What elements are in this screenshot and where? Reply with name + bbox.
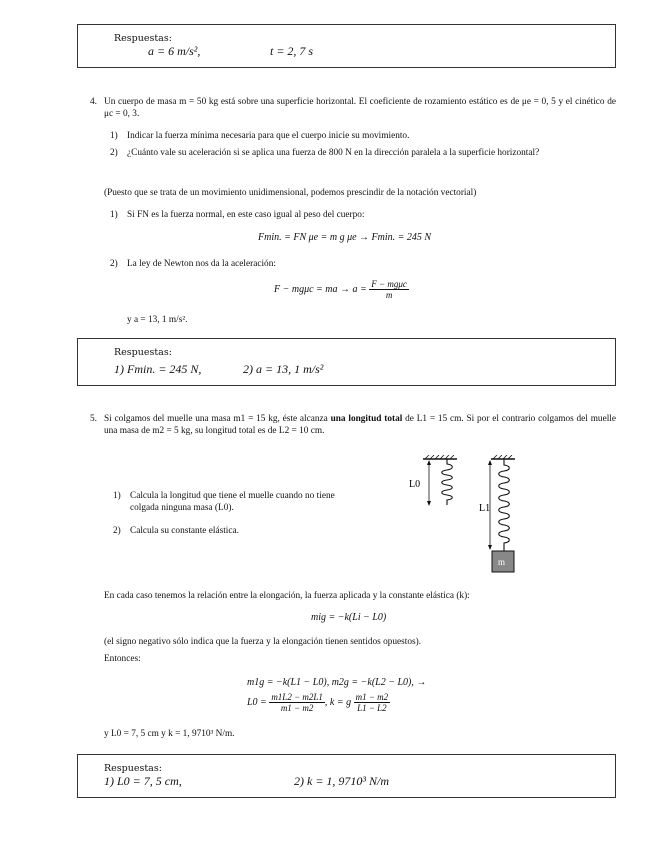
- answer-4-2: 2) a = 13, 1 m/s²: [243, 362, 324, 376]
- problem-4-number: 4.: [90, 97, 97, 107]
- p5-eq-sys: m1g = −k(L1 − L0), m2g = −k(L2 − L0), →: [247, 677, 427, 688]
- p4-eq2-left: F − mgμc = ma → a =: [274, 283, 370, 295]
- p5-text1: En cada caso tenemos la relación entre la elongación, la fuerza aplicada y la constante elástica (k):: [104, 591, 470, 601]
- answer-box-3: [77, 24, 616, 68]
- p4-eq1: Fmin. = FN μe = m g μe → Fmin. = 245 N: [258, 232, 432, 243]
- spring-figure: [405, 455, 515, 577]
- p5-q1-num: 1): [113, 491, 121, 501]
- p4-eq2-fraction: [369, 279, 409, 300]
- answer-label: Respuestas:: [114, 33, 172, 44]
- p5-intro-a: Si colgamos del muelle una masa m1 = 15 kg, éste alcanza: [104, 414, 331, 424]
- answer-box-4: [77, 338, 616, 386]
- p5-eq-main: mig = −k(Li − L0): [311, 612, 387, 623]
- p5-eq-L0-den: m1 − m2: [280, 703, 314, 713]
- p4-s1: Si FN es la fuerza normal, en este caso igual al peso del cuerpo:: [127, 210, 365, 220]
- p4-s1-num: 1): [110, 210, 118, 220]
- p4-q2: ¿Cuánto vale su aceleración si se aplica una fuerza de 800 N en la dirección paralela a la superficie horizontal?: [127, 148, 540, 158]
- p5-q2: Calcula su constante elástica.: [130, 526, 239, 536]
- p4-eq2-den: m: [385, 290, 393, 300]
- p5-eq-k: , k = g: [324, 696, 354, 708]
- problem-4-intro: Un cuerpo de masa m = 50 kg está sobre una superficie horizontal. El coeficiente de rozamiento estático es de μe = 0, 5 y el cinético de μc = 0, 3.: [104, 97, 616, 120]
- problem-5-number: 5.: [90, 414, 97, 424]
- fig-label-L0: L0: [409, 479, 421, 490]
- p5-q1: Calcula la longitud que tiene el muelle cuando no tiene colgada ninguna masa (L0).: [130, 491, 335, 514]
- p4-eq2-num: F − mgμc: [371, 279, 407, 289]
- answer-a: a = 6 m/s²,: [148, 44, 201, 58]
- p4-s2-num: 2): [110, 259, 118, 269]
- p4-s2: La ley de Newton nos da la aceleración:: [127, 259, 276, 269]
- p5-text2: (el signo negativo sólo indica que la fuerza y la elongación tienen sentidos opuestos).: [104, 637, 422, 647]
- p5-intro-b: de L1 = 15 cm. Si por el contrario colgamos del muelle una masa de m2 = 5 kg, su longitud total es de L2 = 10 cm.: [104, 414, 616, 437]
- fig-label-m: m: [498, 557, 506, 567]
- p5-q2-num: 2): [113, 526, 121, 536]
- p4-q1: Indicar la fuerza mínima necesaria para que el cuerpo inicie su movimiento.: [127, 131, 410, 141]
- p4-q1-num: 1): [110, 131, 118, 141]
- answer-label-4: Respuestas:: [114, 347, 172, 358]
- p5-eq-L0: L0 =: [247, 696, 270, 708]
- l0-arrow-head-top: [427, 460, 431, 465]
- answer-t: t = 2, 7 s: [270, 44, 314, 58]
- p4-eq2: [274, 279, 409, 300]
- p5-eq-solution: [247, 692, 390, 713]
- answer-box-5: [77, 754, 616, 798]
- p5-eq-k-den: L1 − L2: [357, 703, 387, 713]
- spring-right: [499, 459, 510, 551]
- l1-arrow-head-top: [488, 460, 492, 465]
- p5-result: y L0 = 7, 5 cm y k = 1, 9710³ N/m.: [104, 729, 235, 739]
- spring-left: [442, 459, 453, 505]
- p4-result: y a = 13, 1 m/s².: [127, 315, 188, 325]
- p5-text3: Entonces:: [104, 654, 141, 664]
- l0-arrow-head-bottom: [427, 501, 431, 506]
- p5-intro-bold: una longitud total: [330, 414, 403, 424]
- answer-label-5: Respuestas:: [104, 763, 162, 774]
- p5-eq-k-fraction: [354, 692, 391, 713]
- p5-eq-L0-num: m1L2 − m2L1: [271, 692, 323, 702]
- answer-5-2: 2) k = 1, 9710³ N/m: [294, 774, 390, 788]
- answer-5-1: 1) L0 = 7, 5 cm,: [104, 774, 182, 788]
- p4-q2-num: 2): [110, 148, 118, 158]
- l1-arrow-head-bottom: [488, 545, 492, 550]
- p5-eq-L0-fraction: [269, 692, 325, 713]
- p5-eq-k-num: m1 − m2: [355, 692, 389, 702]
- answer-4-1: 1) Fmin. = 245 N,: [114, 362, 202, 376]
- problem-5-intro: [104, 413, 616, 437]
- p4-note: (Puesto que se trata de un movimiento unidimensional, podemos prescindir de la notación vectorial): [104, 188, 477, 198]
- fig-label-L1: L1: [479, 503, 491, 514]
